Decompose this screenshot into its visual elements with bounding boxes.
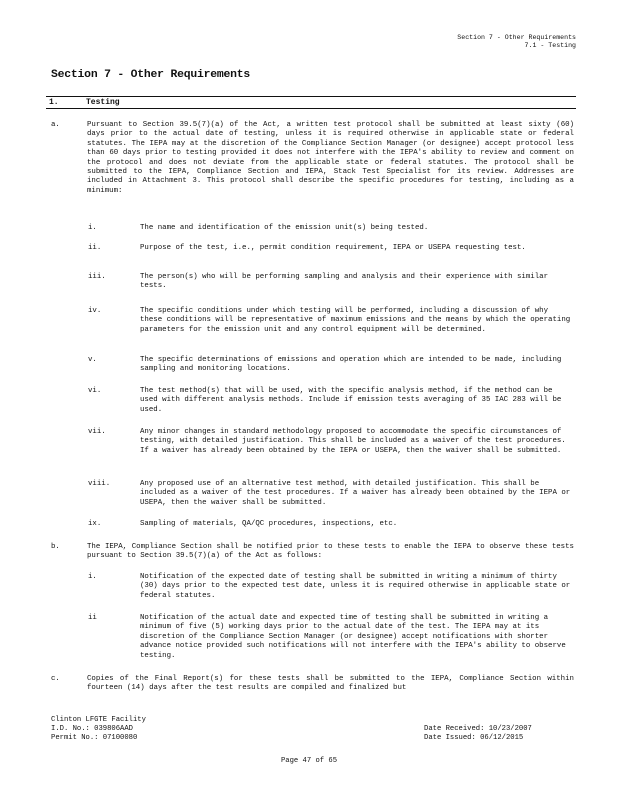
section-title: Section 7 - Other Requirements: [51, 69, 251, 81]
footer-dates-block: [424, 725, 532, 743]
item-a-text: Pursuant to Section 39.5(7)(a) of the Act, a written test protocol shall be submitted at least sixty (60) days prior to the actual date of testing, unless it is required otherwise in applicable state or federal statutes. The IEPA may at the discretion of the Compliance Section Manager (or designee) accept protocol less than 60 days prior to testing provided it does not interfere with the IEPA's ability to review and comment on the protocol and does not deviate from the applicable state or federal statutes. The protocol shall be submitted to the IEPA, Compliance Section and IEPA, Stack Test Specialist for its review. Addresses are included in Attachment 3. This protocol shall describe the specific procedures for testing, including as a minimum:: [87, 121, 574, 195]
item-a-v-label: v.: [88, 356, 97, 364]
item-a-iii-text: The person(s) who will be performing sampling and analysis and their experience with similar tests.: [140, 273, 549, 291]
date-received: Date Received: 10/23/2007: [424, 725, 532, 733]
subsection-title: Testing: [86, 98, 120, 107]
item-a-iv-label: iv.: [88, 307, 102, 315]
item-a-ix-label: ix.: [88, 520, 102, 528]
permit-number: Permit No.: 07100080: [51, 734, 138, 742]
subsection-number: 1.: [49, 98, 59, 107]
item-a-ii-text: Purpose of the test, i.e., permit condition requirement, IEPA or USEPA requesting test.: [140, 244, 526, 252]
item-a-iv-text: The specific conditions under which testing will be performed, including a discussion of why these conditions will be representative of maximum emissions and the means by which the operating parameters for the emission unit and any control equipment will be determined.: [140, 307, 571, 334]
item-b-i-text: Notification of the expected date of testing shall be submitted in writing a minimum of thirty (30) days prior to the expected test date, unless it is required otherwise in applicable state or federal statutes.: [140, 573, 571, 600]
facility-name: Clinton LFGTE Facility: [51, 716, 146, 724]
running-header-section: Section 7 - Other Requirements: [457, 34, 576, 41]
item-a-i-label: i.: [88, 224, 97, 232]
item-a-ix-text: Sampling of materials, QA/QC procedures, inspections, etc.: [140, 520, 398, 528]
facility-id: I.D. No.: 039806AAD: [51, 725, 133, 733]
item-c-label: c.: [51, 675, 60, 683]
footer-facility-block: [51, 716, 146, 743]
running-header-subsection: 7.1 - Testing: [524, 42, 576, 50]
item-a-iii-label: iii.: [88, 273, 106, 281]
subsection-header: [46, 96, 576, 109]
item-a-vii-label: vii.: [88, 428, 106, 436]
item-c-text: Copies of the Final Report(s) for these tests shall be submitted to the IEPA, Compliance Section within fourteen (14) days after the test results are compiled and finalized but: [87, 675, 574, 693]
running-header: [457, 34, 576, 51]
date-issued: Date Issued: 06/12/2015: [424, 734, 524, 742]
item-a-label: a.: [51, 121, 60, 129]
item-a-i-text: The name and identification of the emission unit(s) being tested.: [140, 224, 429, 232]
item-b-text: The IEPA, Compliance Section shall be notified prior to these tests to enable the IEPA to observe these tests pursuant to Section 39.5(7)(a) of the Act as follows:: [87, 543, 574, 561]
item-a-vi-label: vi.: [88, 387, 102, 395]
item-a-viii-label: viii.: [88, 480, 111, 488]
item-a-vi-text: The test method(s) that will be used, with the specific analysis method, if the method can be used with different analysis methods. Include if emission tests averaging of 35 IAC 283 will be used.: [140, 387, 562, 414]
item-a-v-text: The specific determinations of emissions and operation which are intended to be made, including sampling and monitoring locations.: [140, 356, 562, 374]
page-number: Page 47 of 65: [280, 757, 338, 765]
item-a-ii-label: ii.: [88, 244, 102, 252]
item-a-viii-text: Any proposed use of an alternative test method, with detailed justification. This shall be included as a waiver of the test procedures. If a waiver has already been obtained by the IEPA or USEPA, then the waiver shall be submitted.: [140, 480, 571, 507]
item-b-i-label: i.: [88, 573, 97, 581]
item-b-ii-label: ii: [88, 614, 97, 622]
item-b-label: b.: [51, 543, 60, 551]
item-b-ii-text: Notification of the actual date and expected time of testing shall be submitted in writing a minimum of five (5) working days prior to the actual date of the test. The IEPA may at its discretion of the Compliance Section Manager (or designee) accept notifications with shorter advance notice provided such notifications will not interfere with the IEPA's ability to observe testing.: [140, 614, 566, 660]
item-a-vii-text: Any minor changes in standard methodology proposed to accommodate the specific circumstances of testing, with detailed justification. This shall be included as a waiver of the test procedures. If a waiver has already been obtained by the IEPA or USEPA, then the waiver shall be submitted.: [140, 428, 566, 455]
